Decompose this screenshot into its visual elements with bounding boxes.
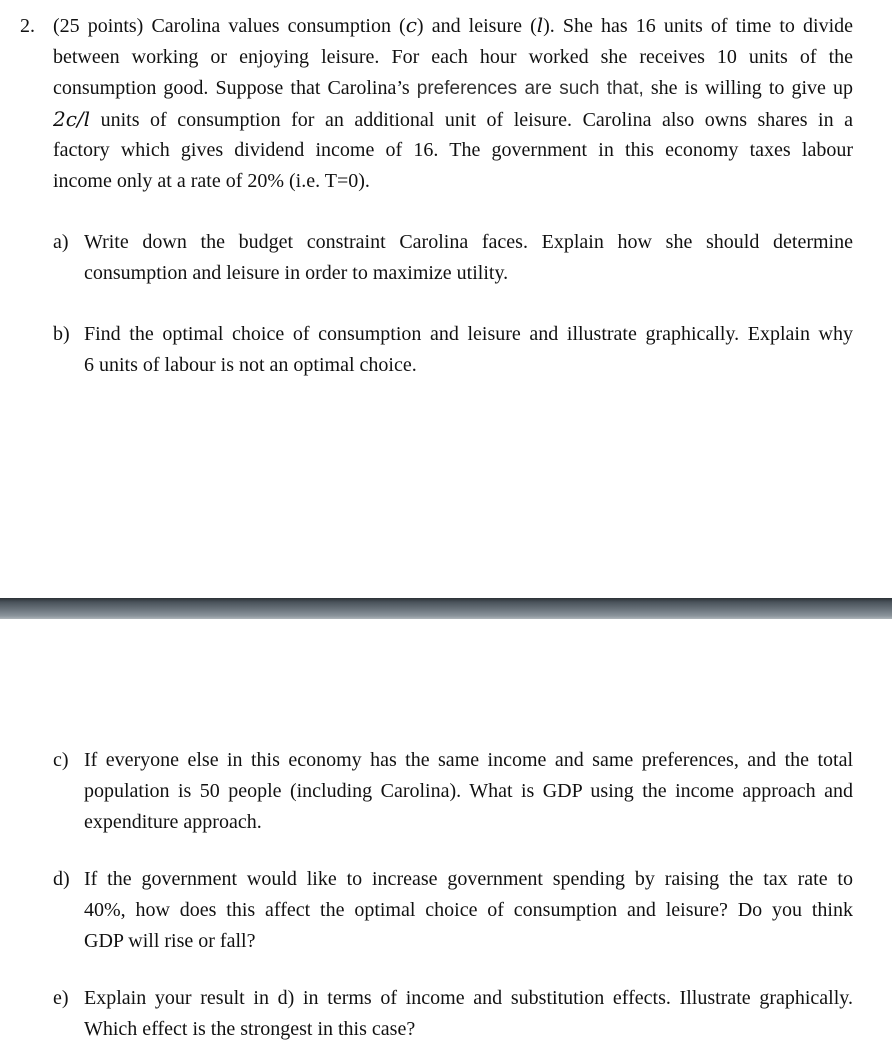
question-intro-text-3b: preferences are such that, bbox=[416, 78, 644, 99]
part-a-line-1: Write down the budget constraint Carolina faces. Explain how she should determine bbox=[84, 231, 853, 253]
part-c-line-2: population is 50 people (including Carolina). What is GDP using the income approach and bbox=[84, 780, 853, 802]
part-d-label: d) bbox=[53, 868, 70, 890]
part-c-label: c) bbox=[53, 749, 69, 771]
part-b-line-1: Find the optimal choice of consumption and leisure and illustrate graphically. Explain why bbox=[84, 323, 853, 345]
part-b-line-2: 6 units of labour is not an optimal choice. bbox=[84, 354, 417, 376]
question-intro-line-3 bbox=[53, 76, 853, 101]
part-a-label: a) bbox=[53, 231, 69, 253]
part-b-label: b) bbox=[53, 323, 70, 345]
question-intro-line-6: income only at a rate of 20% (i.e. T=0). bbox=[53, 170, 370, 192]
part-c-line-1: If everyone else in this economy has the same income and same preferences, and the total bbox=[84, 749, 853, 771]
part-d-line-3: GDP will rise or fall? bbox=[84, 930, 256, 952]
part-d-line-2: 40%, how does this affect the optimal choice of consumption and leisure? Do you think bbox=[84, 899, 853, 921]
question-intro-line-4 bbox=[53, 107, 853, 132]
question-intro-text-3a: consumption good. Suppose that Carolina’s bbox=[53, 77, 417, 99]
part-e-label: e) bbox=[53, 987, 69, 1009]
part-c-line-3: expenditure approach. bbox=[84, 811, 262, 833]
part-e-line-2: Which effect is the strongest in this case? bbox=[84, 1018, 416, 1040]
question-intro-text-4: units of consumption for an additional unit of leisure. Carolina also owns shares in a bbox=[100, 109, 854, 131]
page-separator-bar bbox=[0, 598, 892, 619]
mrs-expression: 2𝑐/𝑙 bbox=[53, 107, 91, 131]
question-intro-text-1: Carolina values consumption (𝑐) and leisure (𝑙). She has 16 units of time to divide bbox=[151, 15, 853, 37]
page-bottom-section bbox=[0, 619, 892, 1054]
question-intro-text-3c: she is willing to give up bbox=[643, 77, 853, 99]
question-intro-line-2: between working or enjoying leisure. For each hour worked she receives 10 units of the bbox=[53, 46, 853, 68]
question-intro-line-5: factory which gives dividend income of 16. The government in this economy taxes labour bbox=[53, 139, 853, 161]
part-a-line-2: consumption and leisure in order to maximize utility. bbox=[84, 262, 509, 284]
part-e-line-1: Explain your result in d) in terms of income and substitution effects. Illustrate graphically. bbox=[84, 987, 853, 1009]
question-number: 2. bbox=[20, 15, 35, 37]
question-points: (25 points) bbox=[53, 15, 144, 37]
part-d-line-1: If the government would like to increase government spending by raising the tax rate to bbox=[84, 868, 853, 890]
question-intro-line-1 bbox=[53, 14, 853, 38]
